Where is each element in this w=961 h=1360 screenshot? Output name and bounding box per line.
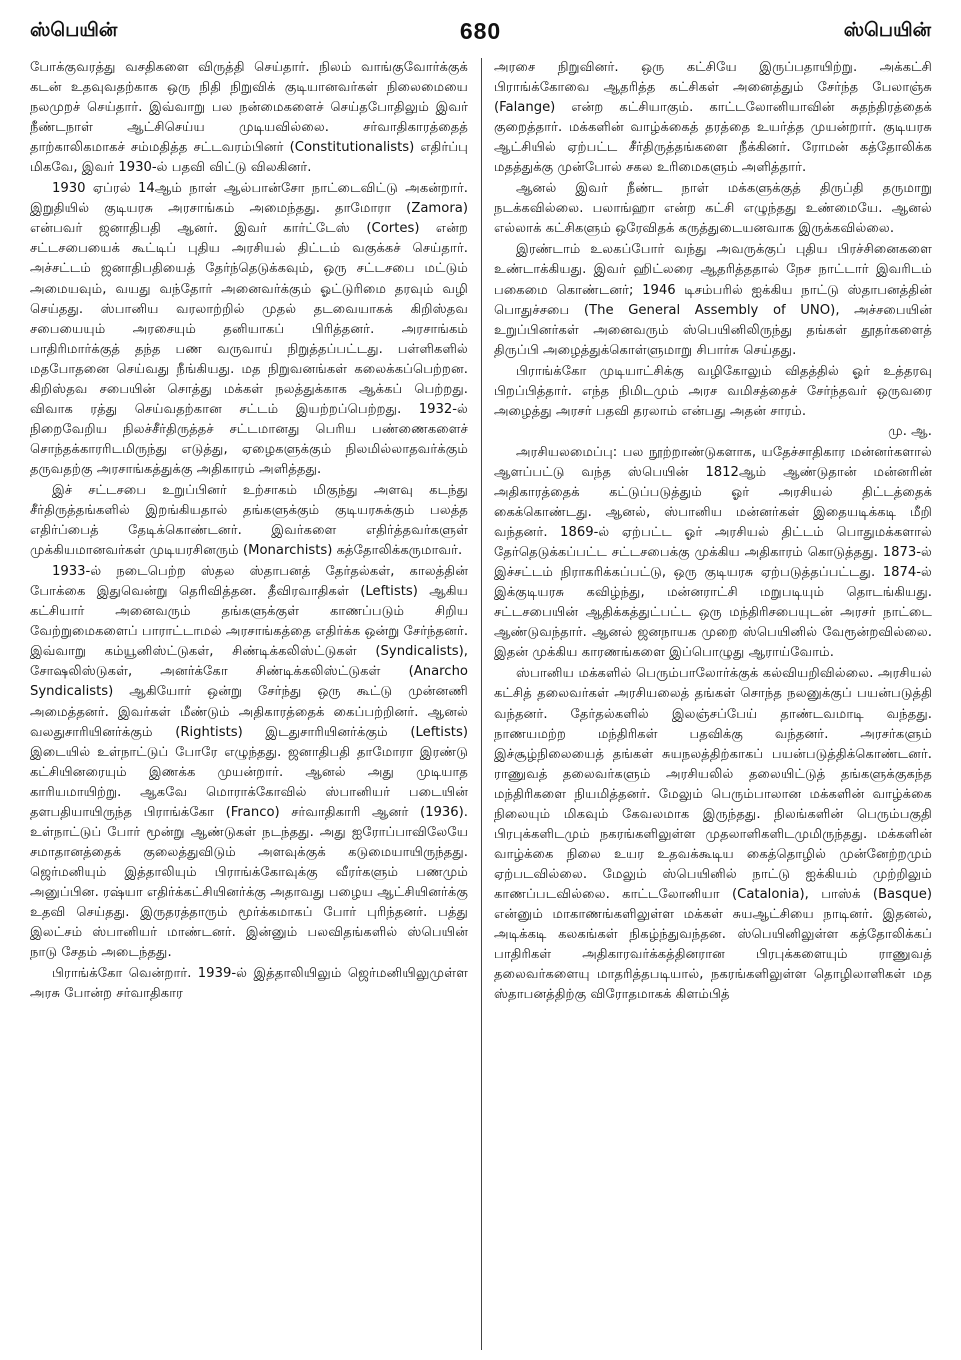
header-left-word: ஸ்பெயின்	[30, 18, 118, 41]
page-header	[30, 14, 931, 48]
page-number: 680	[459, 17, 502, 44]
header-right-word: ஸ்பெயின்	[843, 18, 931, 41]
paragraph: இச் சட்டசபை உறுப்பினர் உற்சாகம் மிகுந்து அளவு கடந்து சீர்திருத்தங்களில் இறங்கியதால் தங்களுக்கும் குடியரசுக்கும் பலத்த எதிர்ப்பைத் தேடிக்கொண்டனர். இவர்களை எதிர்த்தவர்களுள் முக்கியமானவர்கள் முடியரசினரும் (Monarchists) கத்தோலிக்கருமாவர்.	[30, 482, 468, 559]
right-column	[494, 58, 932, 1350]
paragraph: அரசை நிறுவினர். ஒரு கட்சியே இருப்பதாயிற்று. அக்கட்சி பிராங்க்கோவை ஆதரித்த கட்சிகள் அனைத்தும் சேர்ந்த பேலாஞ்சு (Falange) என்ற கட்சியாகும். காட்டலோனியாவின் சுதந்திரத்தைக் குறைத்தார். மக்களின் வாழ்க்கைத் தரத்தை உயர்த்த முயன்றார். குடியரசு ஆட்சியில் ஏற்பட்ட சீர்திருத்தங்களை நீக்கினர். ரோமன் கத்தோலிக்க மதத்துக்கு முன்போல் சகல உரிமைகளும் அளித்தார்.	[494, 60, 932, 176]
paragraph: 1930 ஏப்ரல் 14ஆம் நாள் ஆல்பான்சோ நாட்டைவிட்டு அகன்றார். இறுதியில் குடியரசு அரசாங்கம் அமைந்தது. தாமோரா (Zamora) என்பவர் ஜனாதிபதி ஆனர். இவர் கார்ட்டேஸ் (Cortes) என்ற சட்டசபையைக் கூட்டிப் புதிய அரசியல் திட்டம் வகுக்கச் செய்தார். அச்சட்டம் ஜனாதிபதியைத் தேர்ந்தெடுக்கவும், ஒரு சட்டசபை மட்டும் அமையவும், வயது வந்தோர் அனைவர்க்கும் ஓட்டுரிமை தரவும் வழி செய்தது. ஸ்பானிய வரலாற்றில் முதல் தடவையாகக் கிறிஸ்தவ சபையையும் அரசையும் தனியாகப் பிரித்தனர். அரசாங்கம் பாதிரிமார்க்குத் தந்த பண வருவாய் நிறுத்தப்பட்டது. பள்ளிகளில் மதபோதனை செய்வது நீங்கியது. மத நிறுவனங்கள் கலைக்கப்பெற்றன. கிறிஸ்தவ சபையின் சொத்து மக்கள் நலத்துக்காக ஆக்கப் பெற்றது. விவாக ரத்து செய்வதற்கான சட்டம் இயற்றப்பெற்றது. 1932-ல் நிறைவேறிய நிலச்சீர்திருத்தச் சட்டமானது பெரிய பண்ணைகளைச் சொந்தக்காரரிடமிருந்து எடுத்து, ஏழைகளுக்கும் நிலமில்லாதவர்க்கும் தருவதற்கு அரசாங்கத்துக்கு அதிகாரம் அளித்தது.	[30, 181, 468, 477]
paragraph: போக்குவரத்து வசதிகளை விருத்தி செய்தார். நிலம் வாங்குவோர்க்குக் கடன் உதவுவதற்காக ஒரு நிதி நிறுவிக் குடியானவர்கள் நிலைமையை நலமுறச் செய்தார். இவ்வாறு பல நன்மைகளைச் செய்தபோதிலும் இவர் நீண்டநாள் ஆட்சிசெய்ய முடியவில்லை. சர்வாதிகாரத்தைத் தாற்காலிகமாகச் சம்மதித்த சட்டவரம்பினர் (Constitutionalists) எதிர்ப்பு மிகவே, இவர் 1930-ல் பதவி விட்டு விலகினர்.	[30, 60, 468, 176]
paragraph: ஆனல் இவர் நீண்ட நாள் மக்களுக்குத் திருப்தி தருமாறு நடக்கவில்லை. பலாங்ஹா என்ற கட்சி எழுந்தது உண்மையே. ஆனல் எல்லாக் கட்சிகளும் ஒரேவிதக் கருத்துடையனவாக இருக்கவில்லை.	[494, 181, 932, 237]
paragraph: பிராங்க்கோ வென்றார். 1939-ல் இத்தாலியிலும் ஜெர்மனியிலுமுள்ள அரசு போன்ற சர்வாதிகார	[30, 966, 468, 1002]
text-columns	[30, 58, 932, 1350]
paragraph: 1933-ல் நடைபெற்ற ஸ்தல ஸ்தாபனத் தேர்தல்கள், காலத்தின் போக்கை இதுவென்று தெரிவித்தன. தீவிரவாதிகள் (Leftists) ஆகிய கட்சியார் அனைவரும் தங்களுக்குள் காணப்படும் சிறிய வேற்றுமைகளைப் பாராட்டாமல் அரசாங்கத்தை எதிர்க்க ஒன்று சேர்ந்தனர். இவ்வாறு கம்யூனிஸ்ட்டுகள், சிண்டிக்கலிஸ்ட்டுகள் (Syndicalists), சோஷலிஸ்டுகள், அனர்க்கோ சிண்டிக்கலிஸ்ட்டுகள் (Anarcho Syndicalists) ஆகியோர் ஒன்று சேர்ந்து ஒரு கூட்டு முன்னணி அமைத்தனர். இவர்கள் மீண்டும் அதிகாரத்தைக் கைப்பற்றினர். ஆனல் வலதுசாரியினர்க்கும் (Rightists) இடதுசாரியினர்க்கும் (Leftists) இடையில் உள்நாட்டுப் போரே எழுந்தது. ஜனாதிபதி தாமோரா இரண்டு கட்சியினரையும் இணக்க முயன்றார். ஆனல் அது முடியாத காரியமாயிற்று. ஆகவே மொராக்கோவில் ஸ்பானியர் படையின் தளபதியாயிருந்த பிராங்க்கோ (Franco) சர்வாதிகாரி ஆனர் (1936). உள்நாட்டுப் போர் மூன்று ஆண்டுகள் நடந்தது. அது ஐரோப்பாவிலேயே சமாதானத்தைக் குலைத்துவிடும் அளவுக்குக் கடுமையாயிருந்தது. ஜெர்மனியும் இத்தாலியும் பிராங்க்கோவுக்கு வீரர்களும் பணமும் அனுப்பின. ரஷ்யா எதிர்க்கட்சியினர்க்கு அதாவது பழைய ஆட்சியினர்க்கு உதவி செய்தது. இருதரத்தாரும் மூர்க்கமாகப் போர் புரிந்தனர். பத்து இலட்சம் ஸ்பானியர் மாண்டனர். இன்னும் பலவிதங்களில் ஸ்பெயின் நாடு சேதம் அடைந்தது.	[30, 564, 468, 961]
paragraph: அரசியலமைப்பு: பல நூற்றாண்டுகளாக, யதேச்சாதிகார மன்னர்களால் ஆளப்பட்டு வந்த ஸ்பெயின் 1812ஆம் ஆண்டுதான் மன்னரின் அதிகாரத்தைக் கட்டுப்படுத்தும் ஓர் அரசியல் திட்டத்தைக் கைக்கொண்டது. ஆனல், ஸ்பானிய மன்னர்கள் இதையடிக்கடி மீறி வந்தனர். 1869-ல் ஏற்பட்ட ஓர் அரசியல் திட்டம் பொதுமக்களால் தேர்தெடுக்கப்பட்ட சட்டசபைக்கு முக்கிய அதிகாரம் கொடுத்தது. 1873-ல் இச்சட்டம் நிராகரிக்கப்பட்டு, ஒரு குடியரசு ஏற்படுத்தப்பட்டது. 1874-ல் இக்குடியரசு கவிழ்ந்து, மன்னராட்சி மறுபடியும் தொடங்கியது. சட்டசபையின் ஆதிக்கத்துட்பட்ட ஒரு மந்திரிசபையுடன் அரசர் நாட்டை ஆண்டுவந்தார். ஆனல் ஜனநாயக முறை ஸ்பெயினில் வேரூன்றவில்லை. இதன் முக்கிய காரணங்களை இப்பொழுது ஆராய்வோம்.	[494, 444, 932, 661]
author-initials: மு. ஆ.	[888, 423, 932, 439]
column-divider	[481, 58, 482, 1350]
paragraph: இரண்டாம் உலகப்போர் வந்து அவருக்குப் புதிய பிரச்சினைகளை உண்டாக்கியது. இவர் ஹிட்லரை ஆதரித்ததால் நேச நாட்டார் இவரிடம் பகைமை கொண்டனர்; 1946 டிசம்பரில் ஐக்கிய நாட்டு ஸ்தாபனத்தின் பொதுச்சபை (The General Assembly of UNO), அச்சபையின் உறுப்பினர்கள் அனைவரும் ஸ்பெயினிலிருந்து தங்கள் தூதர்களைத் திருப்பி அழைத்துக்கொள்ளுமாறு சிபார்சு செய்தது.	[494, 242, 932, 358]
left-column	[30, 58, 468, 1350]
paragraph	[494, 362, 932, 442]
paragraph: ஸ்பானிய மக்களில் பெரும்பாலோர்க்குக் கல்வியறிவில்லை. அரசியல் கட்சித் தலைவர்கள் அரசியலைத் தங்கள் சொந்த நலனுக்குப் பயன்படுத்தி வந்தனர். தேர்தல்களில் இலஞ்சப்பேய் தாண்டவமாடி வந்தது. நாணயமற்ற மந்திரிகள் பதவிக்கு வந்தனர். அரசர்களும் இச்சூழ்நிலையைத் தங்கள் சுயநலத்திற்காகப் பயன்படுத்திக்கொண்டனர். ராணுவத் தலைவர்களும் அரசியலில் தலையிட்டுத் தங்களுக்குகந்த மந்திரிகளை நியமித்தனர். மேலும் பெரும்பாலான மக்களின் வாழ்க்கை நிலையும் மிகவும் கேவலமாக இருந்தது. நிலங்களின் பெரும்பகுதி பிரபுக்களிடமும் நகரங்களிலுள்ள முதலாளிகளிடமுமிருந்தது. மக்களின் வாழ்க்கை நிலை உயர உதவக்கூடிய கைத்தொழில் முன்னேற்றமும் ஏற்படவில்லை. மேலும் ஸ்பெயினில் நாட்டு ஐக்கியம் முற்றிலும் காணப்படவில்லை. காட்டலோனியா (Catalonia), பாஸ்க் (Basque) என்னும் மாகாணங்களிலுள்ள மக்கள் சுயஆட்சியை நாடினர். இதனல், அடிக்கடி கலகங்கள் நிகழ்ந்துவந்தன. ஸ்பெயினிலுள்ள கத்தோலிக்கப் பாதிரிகள் அதிகாரவர்க்கத்தினரான பிரபுக்களையும் ராணுவத் தலைவர்களையு மாதரித்தபடியால், நகரங்களிலுள்ள தொழிலாளிகள் மத ஸ்தாபனத்திற்கு விரோதமாகக் கிளம்பித்	[494, 666, 932, 1003]
paragraph-text: பிராங்க்கோ முடியாட்சிக்கு வழிகோலும் விதத்தில் ஓர் உத்தரவு பிறப்பித்தார். எந்த நிமிடமும் அரச வமிசத்தைச் சேர்ந்தவர் ஒருவரை அழைத்து அரசர் பதவி தரலாம் என்பது அதன் சாரம்.	[494, 363, 932, 419]
